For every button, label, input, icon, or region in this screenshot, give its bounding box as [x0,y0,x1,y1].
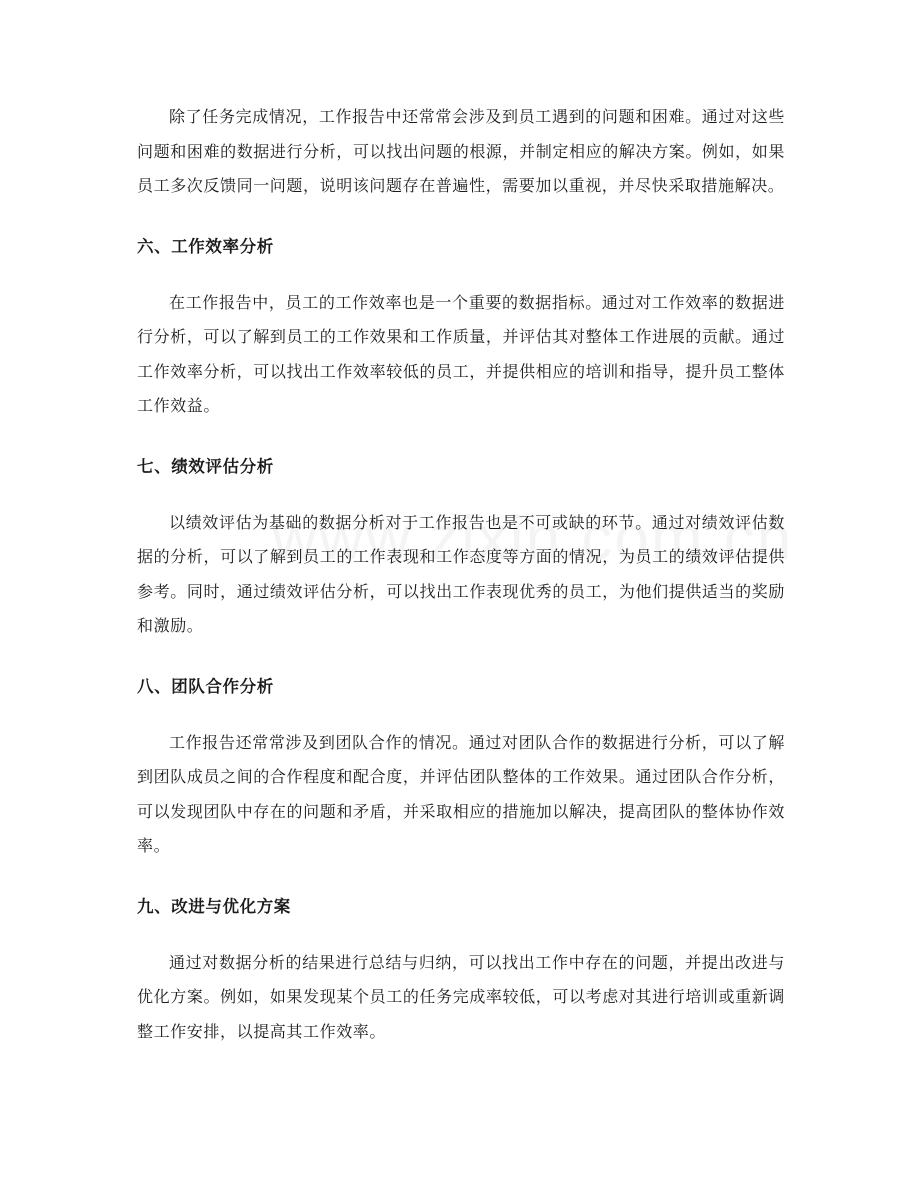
section-performance-evaluation [137,450,785,644]
document-body [137,100,785,1075]
section-paragraph: 在工作报告中，员工的工作效率也是一个重要的数据指标。通过对工作效率的数据进行分析，可以了解到员工的工作效果和工作质量，并评估其对整体工作进展的贡献。通过工作效率分析，可以找出工作效率较低的员工，并提供相应的培训和指导，提升员工整体工作效益。 [137,292,785,415]
intro-paragraph: 除了任务完成情况，工作报告中还常常会涉及到员工遇到的问题和困难。通过对这些问题和困难的数据进行分析，可以找出问题的根源，并制定相应的解决方案。例如，如果员工多次反馈同一问题，说明该问题存在普遍性，需要加以重视，并尽快采取措施解决。 [137,107,785,195]
section-team-cooperation [137,670,785,864]
section-work-efficiency [137,230,785,424]
section-paragraph: 工作报告还常常涉及到团队合作的情况。通过对团队合作的数据进行分析，可以了解到团队成员之间的合作程度和配合度，并评估团队整体的工作效果。通过团队合作分析，可以发现团队中存在的问题和矛盾，并采取相应的措施加以解决，提高团队的整体协作效率。 [137,732,785,855]
section-heading: 七、绩效评估分析 [137,456,274,476]
section-heading: 九、改进与优化方案 [137,896,291,916]
section-paragraph: 以绩效评估为基础的数据分析对于工作报告也是不可或缺的环节。通过对绩效评估数据的分析，可以了解到员工的工作表现和工作态度等方面的情况，为员工的绩效评估提供参考。同时，通过绩效评估分析，可以找出工作表现优秀的员工，为他们提供适当的奖励和激励。 [137,512,785,635]
section-heading: 八、团队合作分析 [137,676,274,696]
section-paragraph: 通过对数据分析的结果进行总结与归纳，可以找出工作中存在的问题，并提出改进与优化方案。例如，如果发现某个员工的任务完成率较低，可以考虑对其进行培训或重新调整工作安排，以提高其工作效率。 [137,952,785,1041]
section-improvement-plan [137,890,785,1050]
section-heading: 六、工作效率分析 [137,236,274,256]
